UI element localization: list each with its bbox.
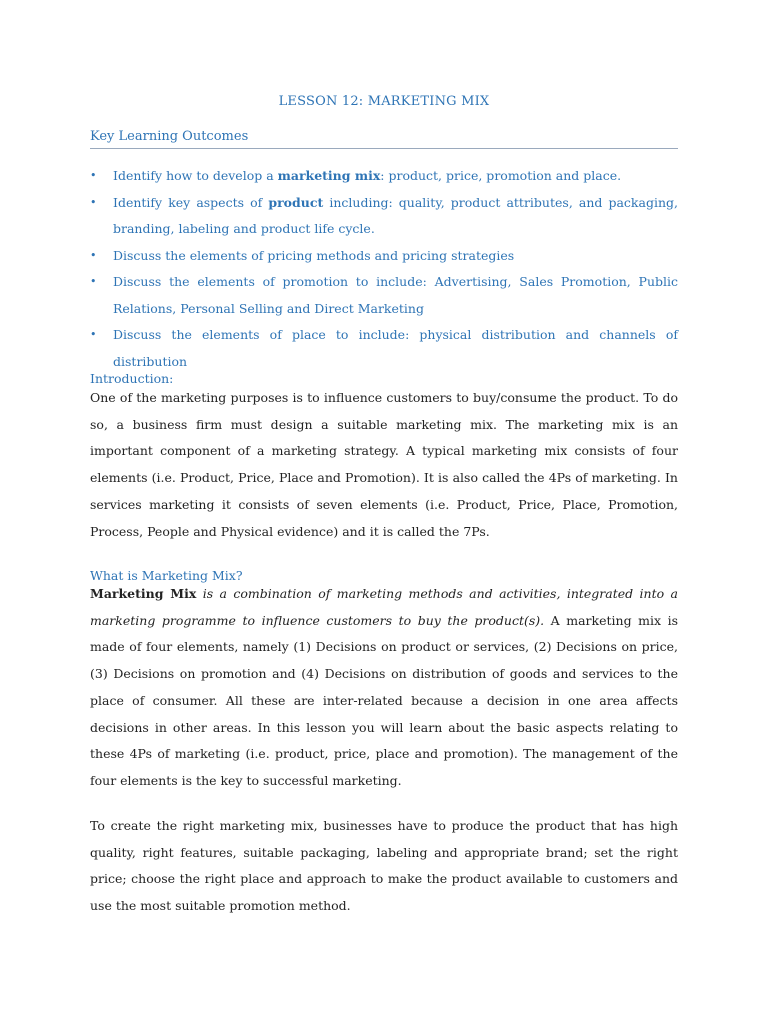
bullet-icon: • [90,275,97,288]
bullet-icon: • [90,248,97,262]
learning-outcome-item: • Discuss the elements of promotion to include: Advertising, Sales Promotion, Public Relations, Personal Selling and Direct Marketing [90,269,678,322]
what-is-heading: What is Marketing Mix? [90,568,243,583]
learning-outcomes-list [90,163,678,375]
heading-divider [90,148,678,149]
learning-outcome-item: • Identify how to develop a marketing mix: product, price, promotion and place. [90,163,678,190]
learning-outcome-item: • Identify key aspects of product including: quality, product attributes, and packaging, branding, labeling and product life cycle. [90,190,678,243]
learning-outcome-item: • Discuss the elements of pricing methods and pricing strategies [90,243,678,270]
introduction-heading: Introduction: [90,371,174,386]
learning-outcome-item: • Discuss the elements of place to include: physical distribution and channels of distribution [90,322,678,375]
closing-paragraph: To create the right marketing mix, businesses have to produce the product that has high quality, right features, suitable packaging, labeling and appropriate brand; set the right price; choose the right place and approach to make the product available to customers and use the most suitable promotion method. [90,818,678,914]
definition-italic: is a combination of marketing methods and activities, integrated into a marketing programme to influence customers to buy the product(s). [90,586,678,628]
term-bold: Marketing Mix [90,586,197,601]
introduction-paragraph: One of the marketing purposes is to influence customers to buy/consume the product. To do so, a business firm must design a suitable marketing mix. The marketing mix is an important component of a marketing strategy. A typical marketing mix consists of four elements (i.e. Product, Price, Place and Promotion). It is also called the 4Ps of marketing. In services marketing it consists of seven elements (i.e. Product, Price, Place, Promotion, Process, People and Physical evidence) and it is called the 7Ps. [90,390,678,539]
key-learning-heading: Key Learning Outcomes [90,129,249,144]
bullet-icon: • [90,328,97,341]
what-is-paragraph: Marketing Mix is a combination of marketing methods and activities, integrated into a marketing programme to influence customers to buy the product(s). A marketing mix is made of four elements, namely (1) Decisions on product or services, (2) Decisions on price, (3) Decisions on promotion and (4) Decisions on distribution of goods and services to the place of consumer. All these are inter-related because a decision in one area affects decisions in other areas. In this lesson you will learn about the basic aspects relating to these 4Ps of marketing (i.e. product, price, place and promotion). The management of the four elements is the key to successful marketing. [90,586,678,788]
bullet-icon: • [90,169,97,182]
bullet-icon: • [90,195,97,209]
page-title: LESSON 12: MARKETING MIX [278,94,490,109]
